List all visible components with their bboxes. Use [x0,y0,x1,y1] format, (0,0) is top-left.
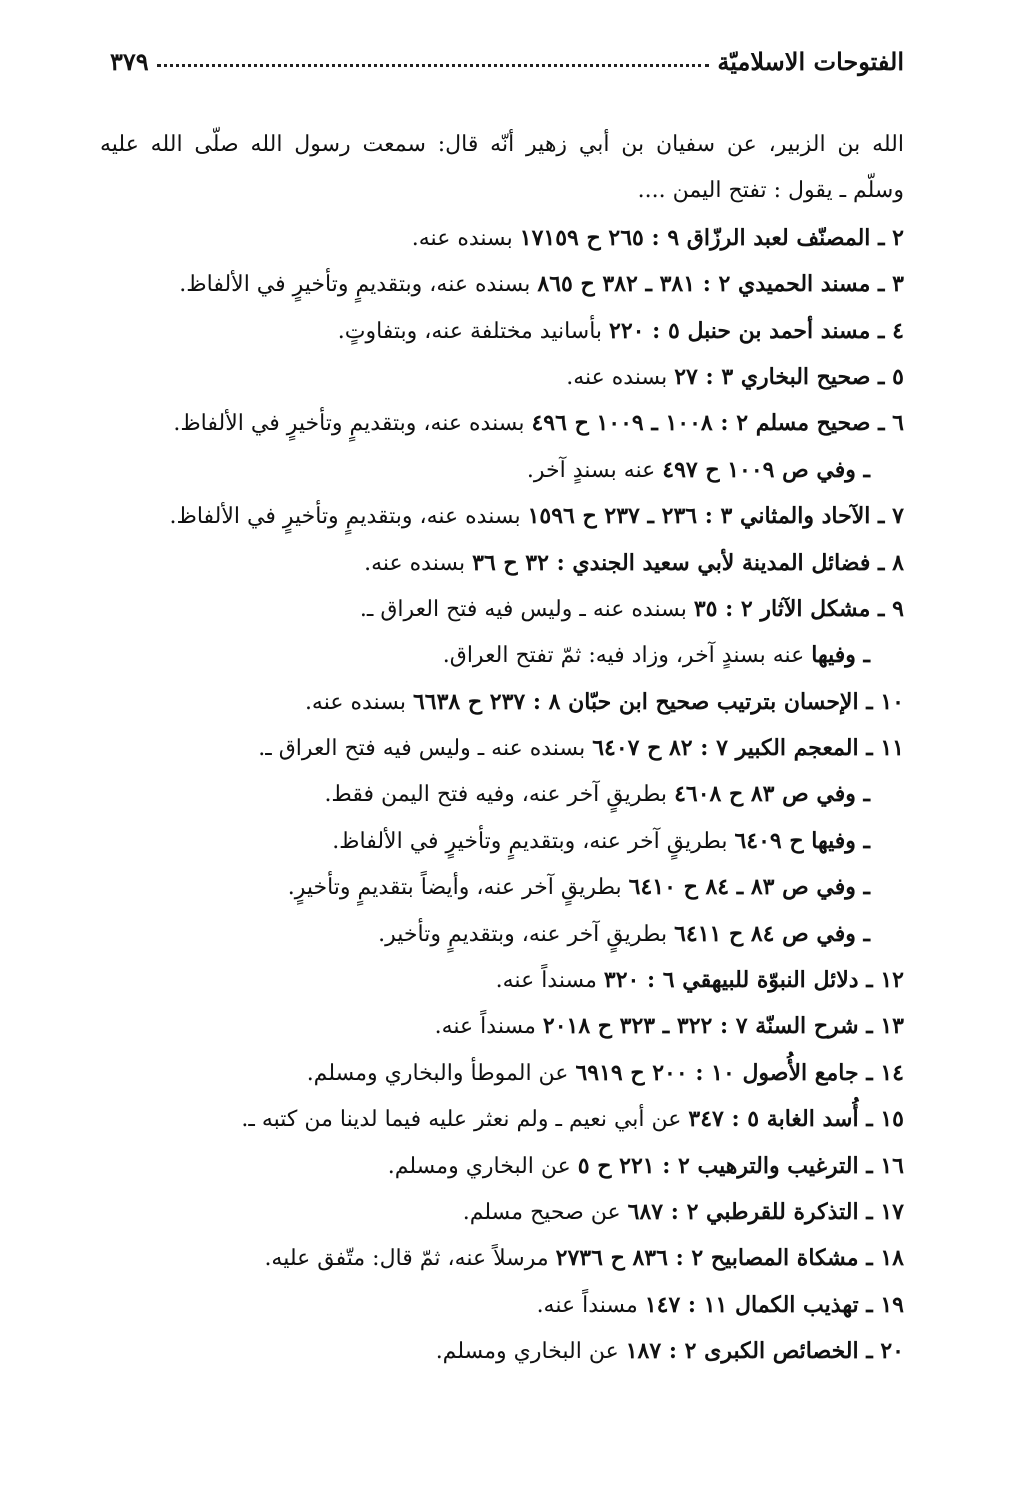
source-note: بسنده عنه، وبتقديمٍ وتأخيرٍ في الألفاظ. [179,272,538,298]
source-citation: ٣ ـ مسند الحميدي ٢ : ٣٨١ ـ ٣٨٢ ح ٨٦٥ [537,271,904,298]
source-citation: ١٣ ـ شرح السنّة ٧ : ٣٢٢ ـ ٣٢٣ ح ٢٠١٨ [542,1013,904,1040]
source-citation: ١٧ ـ التذكرة للقرطبي ٢ : ٦٨٧ [627,1198,904,1225]
source-citation: ـ وفي ص ٨٤ ح ٦٤١١ [674,920,870,947]
source-citation: ١٠ ـ الإحسان بترتيب صحيح ابن حبّان ٨ : ٢٣٧ ح ٦٦٣٨ [412,688,904,715]
source-citation: ٤ ـ مسند أحمد بن حنبل ٥ : ٢٢٠ [609,317,904,344]
text-line [100,122,904,168]
text-line [100,168,904,214]
source-citation: ٦ ـ صحيح مسلم ٢ : ١٠٠٨ ـ ١٠٠٩ ح ٤٩٦ [531,410,904,437]
source-entry [100,308,904,354]
source-citation: ـ وفي ص ٨٣ ح ٤٦٠٨ [674,781,870,808]
source-note: بطريقٍ آخر عنه، وأيضاً بتقديمٍ وتأخيرٍ. [287,875,629,901]
footnote-body [100,122,904,1375]
page-number: ٣٧٩ [110,47,149,76]
source-citation: ١٥ ـ أُسد الغابة ٥ : ٣٤٧ [688,1106,904,1133]
source-citation: ١٨ ـ مشكاة المصابيح ٢ : ٨٣٦ ح ٢٧٣٦ [555,1245,904,1272]
source-note: بأسانيد مختلفة عنه، وبتفاوتٍ. [337,318,610,344]
source-note: عنه بسندٍ آخر، وزاد فيه: ثمّ تفتح العراق. [442,643,812,669]
source-entry [100,1328,904,1374]
source-citation: ٨ ـ فضائل المدينة لأبي سعيد الجندي : ٣٢ ح ٣٦ [472,549,904,576]
source-citation: ١٢ ـ دلائل النبوّة للبيهقي ٦ : ٣٢٠ [603,967,904,994]
source-citation: ـ وفيها ح ٦٤٠٩ [734,827,870,854]
header-dot-leader [157,64,710,67]
source-citation: ـ وفيها [811,642,870,669]
source-entry [100,540,904,586]
source-entry [100,215,904,261]
source-citation: ـ وفي ص ١٠٠٩ ح ٤٩٧ [662,456,870,483]
source-note: بسنده عنه. [364,550,473,576]
source-note: بطريقٍ آخر عنه، وبتقديمٍ وتأخيرٍ في الألفاظ. [332,828,735,854]
source-entry [100,1003,904,1049]
source-entry [100,725,904,771]
source-citation: ـ وفي ص ٨٣ ـ ٨٤ ح ٦٤١٠ [628,874,870,901]
source-entry [100,261,904,307]
source-entry [100,493,904,539]
source-note: عن البخاري ومسلم. [435,1339,626,1365]
line-text: وسلّم ـ يقول : تفتح اليمن .... [637,178,904,204]
source-note: بسنده عنه. [411,225,520,251]
source-entry [100,354,904,400]
line-text: الله بن الزبير، عن سفيان بن أبي زهير أنّه قال: سمعت رسول الله صلّى الله عليه [100,132,904,157]
source-note: بسنده عنه. [566,364,675,390]
source-note: بسنده عنه ـ وليس فيه فتح العراق ـ. [359,596,694,622]
source-citation: ٢٠ ـ الخصائص الكبرى ٢ : ١٨٧ [625,1338,904,1365]
source-sub-entry [100,632,904,678]
source-entry [100,1235,904,1281]
source-entry [100,1050,904,1096]
source-note: مسنداً عنه. [434,1014,543,1040]
source-citation: ١٦ ـ الترغيب والترهيب ٢ : ٢٢١ ح ٥ [577,1152,904,1179]
source-note: بسنده عنه، وبتقديمٍ وتأخيرٍ في الألفاظ. [169,504,528,530]
source-entry [100,1143,904,1189]
source-note: مسنداً عنه. [536,1292,645,1318]
source-note: عن أبي نعيم ـ ولم نعثر عليه فيما لدينا من كتبه ـ. [241,1107,689,1133]
source-note: عن الموطأ والبخاري ومسلم. [306,1060,576,1086]
source-citation: ١٤ ـ جامع الأُصول ١٠ : ٢٠٠ ح ٦٩١٩ [575,1059,904,1086]
source-citation: ١١ ـ المعجم الكبير ٧ : ٨٢ ح ٦٤٠٧ [592,735,904,762]
source-note: بسنده عنه. [304,689,413,715]
source-sub-entry [100,864,904,910]
source-note: عنه بسندٍ آخر. [526,457,663,483]
source-citation: ٩ ـ مشكل الآثار ٢ : ٣٥ [693,595,904,622]
source-citation: ٢ ـ المصنّف لعبد الرزّاق ٩ : ٢٦٥ ح ١٧١٥٩ [519,224,904,251]
source-citation: ١٩ ـ تهذيب الكمال ١١ : ١٤٧ [644,1291,904,1318]
source-note: عن صحيح مسلم. [462,1199,628,1225]
page-header [110,36,904,76]
source-note: عن البخاري ومسلم. [387,1153,578,1179]
source-note: بطريقٍ آخر عنه، وفيه فتح اليمن فقط. [324,782,675,808]
source-entry [100,1189,904,1235]
source-note: مرسلاً عنه، ثمّ قال: متّفق عليه. [264,1246,556,1272]
source-entry [100,957,904,1003]
source-note: بطريقٍ آخر عنه، وبتقديمٍ وتأخير. [378,921,675,947]
source-citation: ٧ ـ الآحاد والمثاني ٣ : ٢٣٦ ـ ٢٣٧ ح ١٥٩٦ [527,503,904,530]
source-note: مسنداً عنه. [495,968,604,994]
source-note: بسنده عنه ـ وليس فيه فتح العراق ـ. [258,736,593,762]
running-title: الفتوحات الاسلاميّة [717,47,904,76]
source-entry [100,679,904,725]
source-sub-entry [100,818,904,864]
source-entry [100,1282,904,1328]
source-sub-entry [100,911,904,957]
source-entry [100,400,904,446]
source-sub-entry [100,771,904,817]
source-sub-entry [100,447,904,493]
source-entry [100,586,904,632]
source-note: بسنده عنه، وبتقديمٍ وتأخيرٍ في الألفاظ. [173,411,532,437]
source-entry [100,1096,904,1142]
source-citation: ٥ ـ صحيح البخاري ٣ : ٢٧ [674,363,904,390]
